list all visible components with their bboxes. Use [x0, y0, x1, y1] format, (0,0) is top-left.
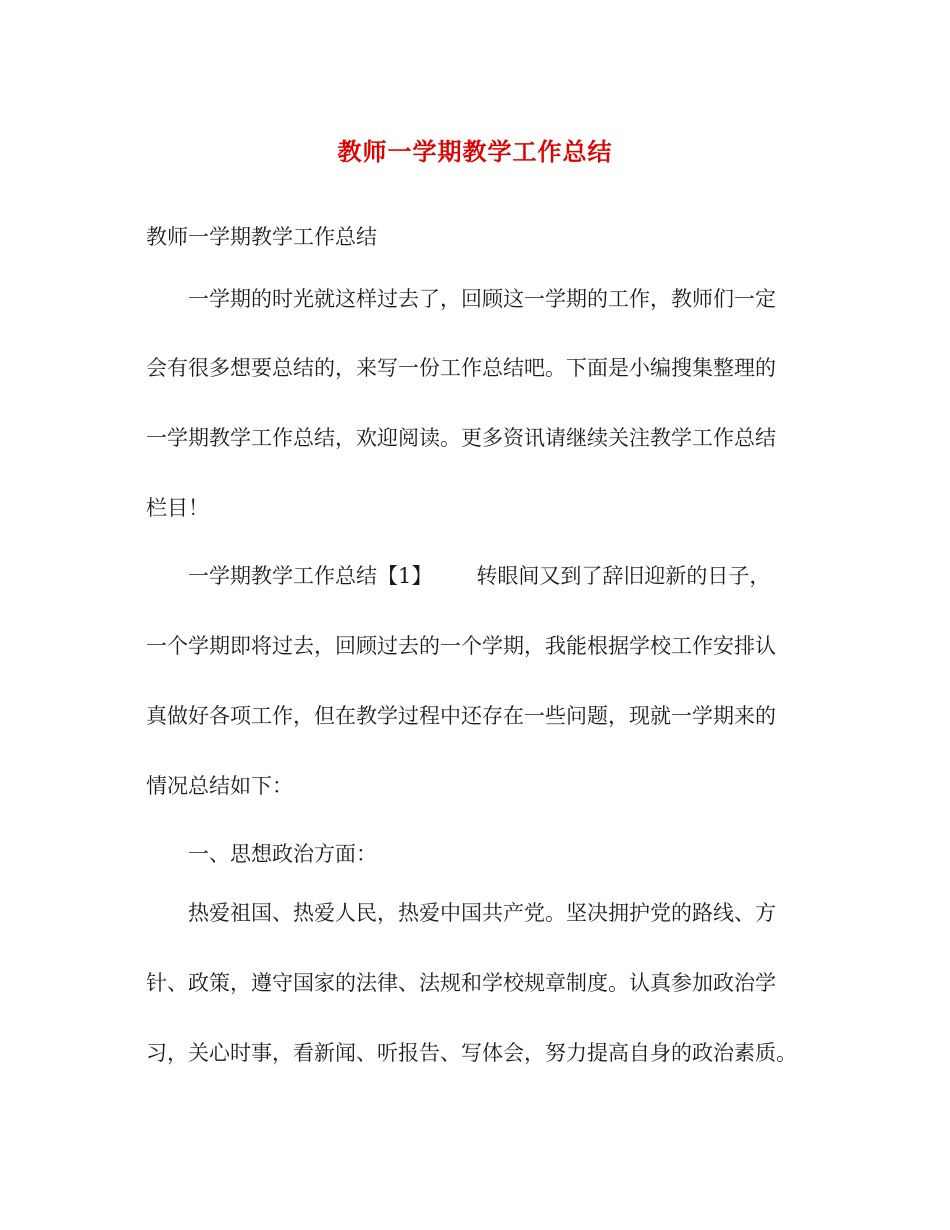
- paragraph-line: 情况总结如下：: [146, 774, 293, 798]
- paragraph-line: 真做好各项工作，但在教学过程中还存在一些问题，现就一学期来的: [146, 704, 776, 728]
- paragraph-line: 一学期的时光就这样过去了，回顾这一学期的工作，教师们一定: [188, 287, 776, 311]
- subsection-heading: 一、思想政治方面：: [188, 842, 377, 866]
- document-title: 教师一学期教学工作总结: [337, 137, 613, 166]
- section-heading: 一学期教学工作总结【1】: [188, 564, 433, 588]
- paragraph-line: 会有很多想要总结的，来写一份工作总结吧。下面是小编搜集整理的: [146, 356, 776, 380]
- subtitle-line: 教师一学期教学工作总结: [146, 225, 377, 249]
- section-intro: 转眼间又到了辞旧迎新的日子，: [476, 564, 771, 588]
- paragraph-line: 一个学期即将过去，回顾过去的一个学期，我能根据学校工作安排认: [146, 634, 776, 658]
- paragraph-line: 一学期教学工作总结，欢迎阅读。更多资讯请继续关注教学工作总结: [146, 426, 776, 450]
- paragraph-line: 热爱祖国、热爱人民，热爱中国共产党。坚决拥护党的路线、方: [188, 901, 776, 925]
- paragraph-line: 习，关心时事，看新闻、听报告、写体会，努力提高自身的政治素质。: [146, 1041, 797, 1065]
- paragraph-line: 栏目！: [146, 496, 209, 520]
- section-heading-line: [188, 561, 770, 591]
- paragraph-line: 针、政策，遵守国家的法律、法规和学校规章制度。认真参加政治学: [146, 971, 776, 995]
